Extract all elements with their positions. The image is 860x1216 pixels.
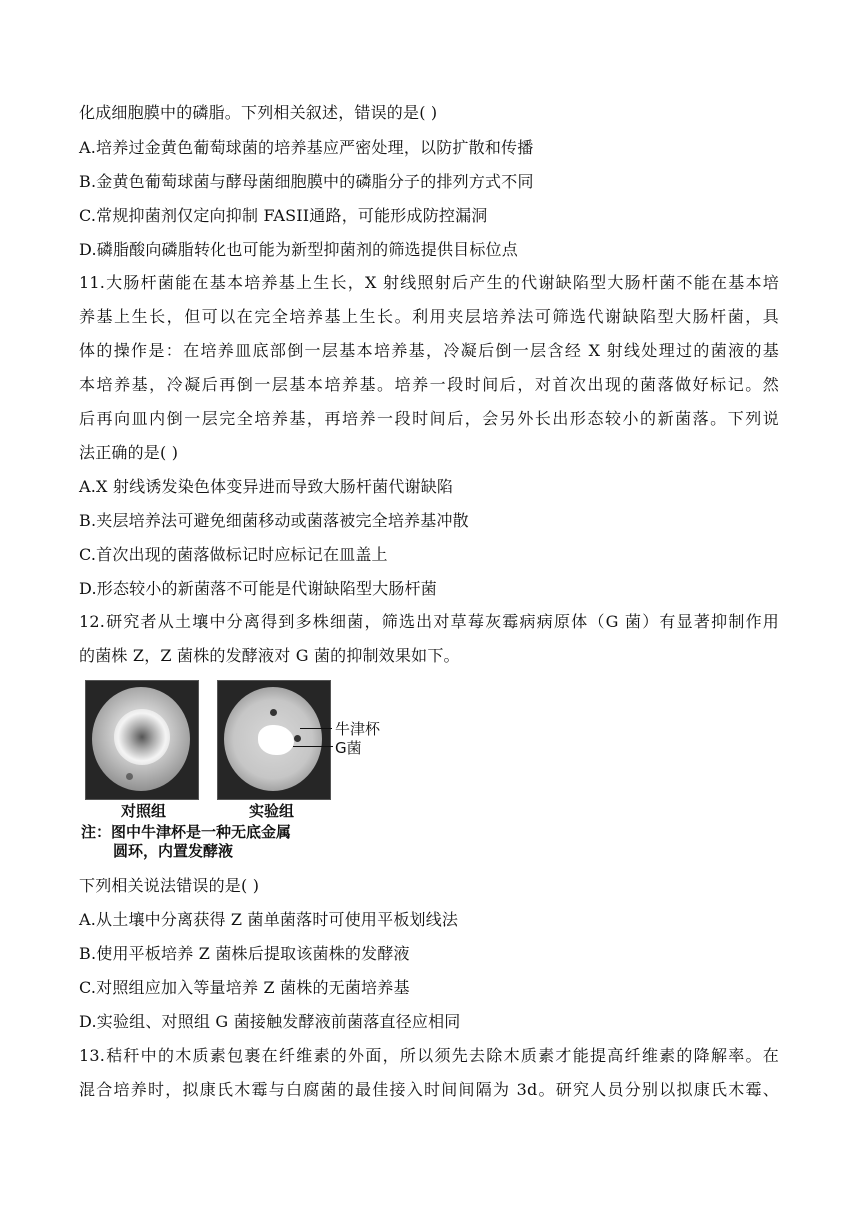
- leader-line: [300, 728, 332, 729]
- caption-experimental: 实验组: [249, 802, 295, 820]
- control-dish-photo: [85, 680, 199, 800]
- option-a: A.从土壤中分离获得 Z 菌单菌落时可使用平板划线法: [79, 910, 459, 929]
- label-oxford-cup: 牛津杯: [335, 720, 381, 738]
- question-13-stem: 混合培养时，拟康氏木霉与白腐菌的最佳接入时间间隔为 3d。研究人员分别以拟康氏木霉、: [79, 1080, 779, 1099]
- question-11-stem: 法正确的是( ): [79, 443, 179, 462]
- question-12-stem: 12.研究者从土壤中分离得到多株细菌，筛选出对草莓灰霉病病原体（G 菌）有显著抑制作用: [79, 612, 779, 631]
- figure-note: 注：图中牛津杯是一种无底金属: [81, 823, 292, 841]
- option-c: C.对照组应加入等量培养 Z 菌株的无菌培养基: [79, 978, 410, 997]
- question-11-stem: 体的操作是：在培养皿底部倒一层基本培养基，冷凝后倒一层含经 X 射线处理过的菌液的基: [79, 341, 779, 360]
- label-g-bacteria: G菌: [335, 739, 362, 757]
- leader-line: [293, 746, 333, 747]
- text-line: 化成细胞膜中的磷脂。下列相关叙述，错误的是( ): [79, 103, 438, 122]
- option-a: A.培养过金黄色葡萄球菌的培养基应严密处理，以防扩散和传播: [79, 138, 534, 157]
- g-colony: [114, 709, 170, 765]
- caption-control: 对照组: [121, 802, 167, 820]
- option-a: A.X 射线诱发染色体变异进而导致大肠杆菌代谢缺陷: [79, 477, 454, 496]
- option-b: B.夹层培养法可避免细菌移动或菌落被完全培养基冲散: [79, 511, 469, 530]
- petri-dish-figure: [79, 676, 409, 860]
- figure-note: 圆环，内置发酵液: [113, 842, 234, 860]
- question-12-stem: 的菌株 Z，Z 菌株的发酵液对 G 菌的抑制效果如下。: [79, 646, 460, 665]
- question-11-stem: 养基上生长，但可以在完全培养基上生长。利用夹层培养法可筛选代谢缺陷型大肠杆菌，具: [79, 307, 779, 326]
- option-b: B.使用平板培养 Z 菌株后提取该菌株的发酵液: [79, 944, 410, 963]
- question-11-stem: 本培养基，冷凝后再倒一层基本培养基。培养一段时间后，对首次出现的菌落做好标记。然: [79, 375, 779, 394]
- option-d: D.实验组、对照组 G 菌接触发酵液前菌落直径应相同: [79, 1012, 461, 1031]
- experimental-dish-photo: [217, 680, 331, 800]
- option-c: C.常规抑菌剂仅定向抑制 FASII通路，可能形成防控漏洞: [79, 206, 488, 225]
- option-d: D.磷脂酸向磷脂转化也可能为新型抑菌剂的筛选提供目标位点: [79, 240, 518, 259]
- question-11-stem: 后再向皿内倒一层完全培养基，再培养一段时间后，会另外长出形态较小的新菌落。下列说: [79, 409, 779, 428]
- question-12-prompt: 下列相关说法错误的是( ): [79, 876, 260, 895]
- question-11-stem: 11.大肠杆菌能在基本培养基上生长，X 射线照射后产生的代谢缺陷型大肠杆菌不能在基本培: [79, 273, 779, 292]
- oxford-cup: [294, 735, 301, 742]
- question-13-stem: 13.秸秆中的木质素包裹在纤维素的外面，所以须先去除木质素才能提高纤维素的降解率。在: [79, 1046, 779, 1065]
- oxford-cup: [270, 709, 277, 716]
- option-b: B.金黄色葡萄球菌与酵母菌细胞膜中的磷脂分子的排列方式不同: [79, 172, 534, 191]
- option-c: C.首次出现的菌落做标记时应标记在皿盖上: [79, 545, 388, 564]
- option-d: D.形态较小的新菌落不可能是代谢缺陷型大肠杆菌: [79, 579, 437, 598]
- oxford-cup: [126, 773, 133, 780]
- g-colony: [258, 725, 294, 755]
